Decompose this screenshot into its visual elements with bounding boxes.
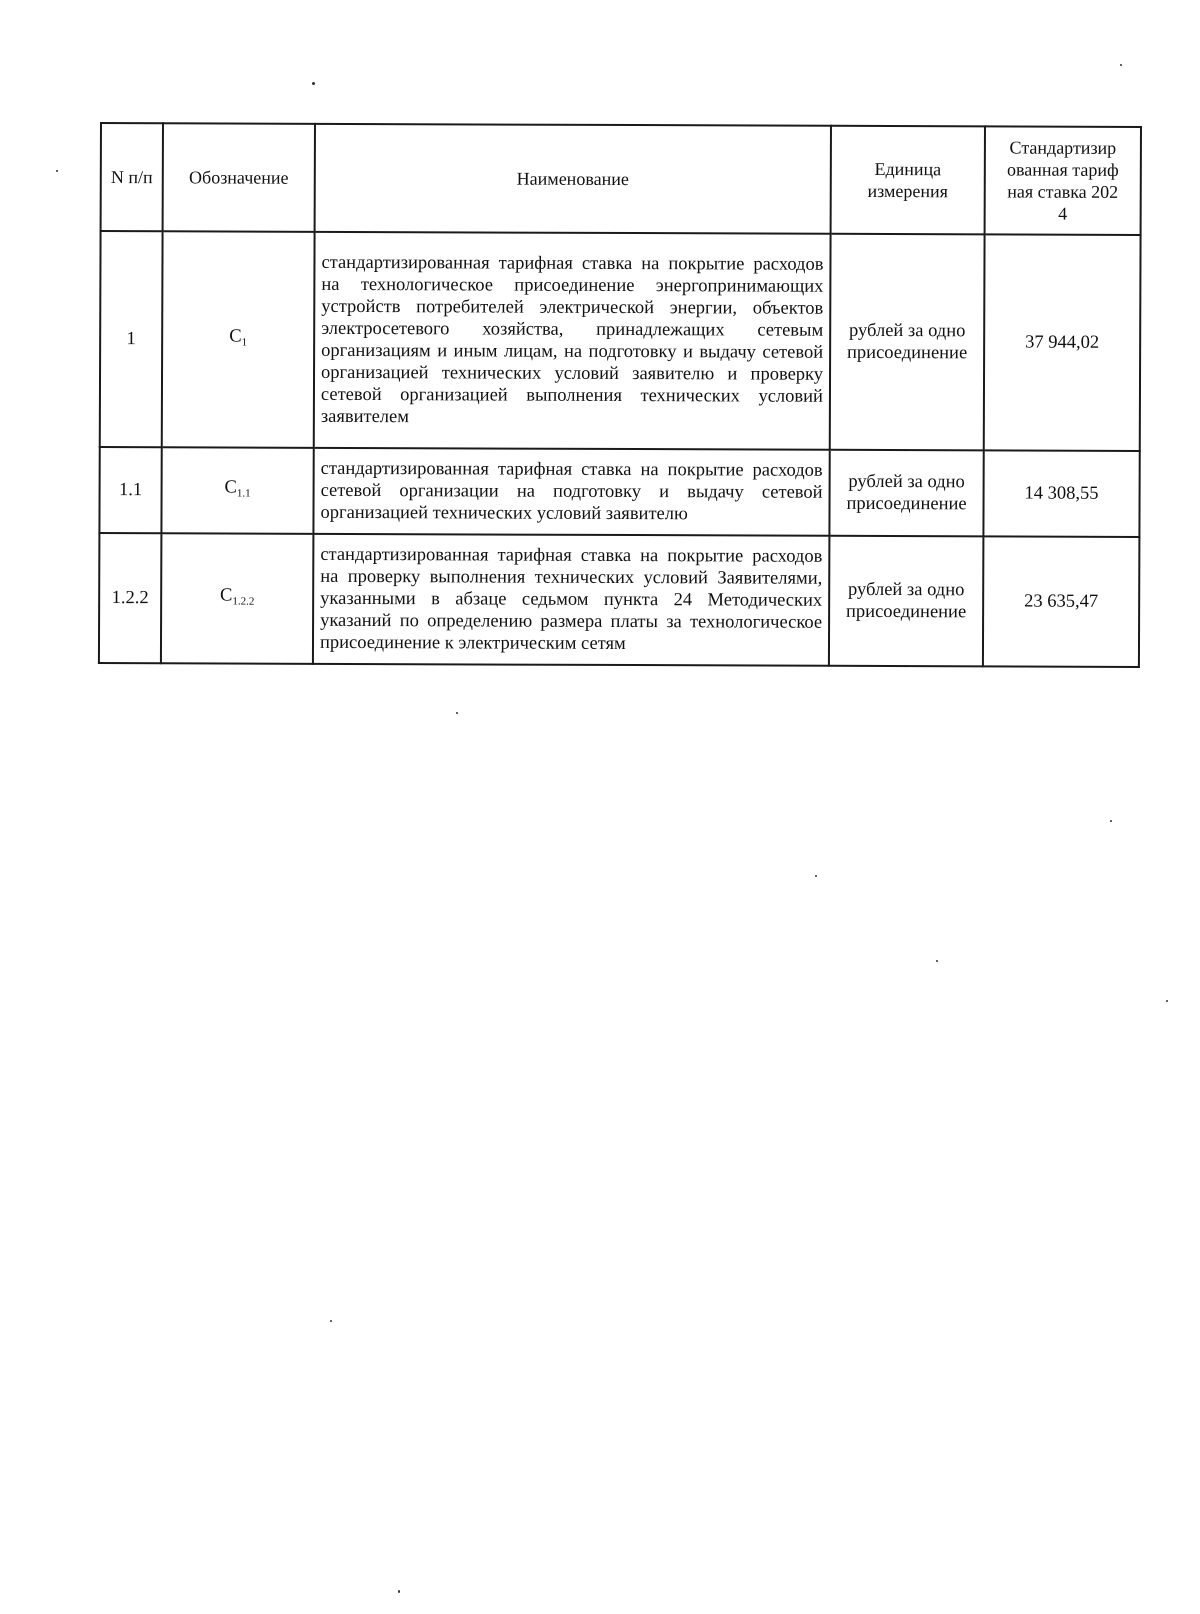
row-designation (162, 231, 315, 448)
scan-speck (1166, 1000, 1168, 1002)
row-name: стандартизированная тарифная ставка на покрытие расходов на проверку выполнения технических условий Заявителями, указанными в абзаце седьмом пункта 24 Методических указаний по определению размера платы за технологическое присоединение к электрическим сетям (313, 534, 829, 666)
scan-speck (330, 1320, 332, 1322)
designation-subscript: 1 (241, 336, 248, 349)
row-unit: рублей за одно присоединение (830, 234, 985, 451)
scan-speck (936, 960, 938, 962)
row-number: 1.2.2 (99, 533, 161, 663)
header-unit (831, 126, 985, 235)
header-name: Наименование (315, 124, 831, 234)
row-rate: 23 635,47 (983, 536, 1139, 667)
designation-subscript: 1.2.2 (232, 595, 255, 608)
header-num: N п/п (101, 123, 163, 231)
table-header-row (101, 123, 1141, 235)
row-number: 1 (100, 231, 163, 447)
header-designation: Обозначение (163, 123, 315, 232)
row-name: стандартизированная тарифная ставка на покрытие расходов на технологическое присоединение энергопринимающих устройств потребителей электрической энергии, объектов электросетевого хозяйства, принадлежащих сетевым организациям и иным лицам, на подготовку и выдачу сетевой организацией технических условий заявителю и проверку сетевой организацией выполнения технических условий заявителем (314, 232, 831, 450)
row-number: 1.1 (99, 447, 161, 533)
header-unit-label: Единица измерения (867, 158, 948, 202)
table-row (99, 533, 1139, 667)
scan-speck (56, 170, 58, 172)
designation-base: C (224, 477, 237, 498)
table-row (100, 231, 1141, 451)
scan-speck (815, 875, 817, 877)
tariff-table (98, 122, 1142, 668)
row-name: стандартизированная тарифная ставка на покрытие расходов сетевой организации на подготовку и выдачу сетевой организацией технических условий заявителю (313, 448, 829, 536)
row-unit: рублей за одно присоединение (829, 536, 983, 667)
row-rate: 14 308,55 (983, 450, 1139, 537)
scan-speck (456, 712, 458, 714)
scan-speck (312, 82, 315, 85)
row-designation (161, 447, 313, 534)
designation-subscript: 1.1 (236, 487, 251, 500)
scan-speck (1120, 64, 1122, 66)
designation-base: C (219, 585, 233, 606)
header-rate (985, 126, 1141, 235)
designation-base: C (229, 326, 242, 347)
scan-speck (1110, 820, 1112, 822)
row-unit: рублей за одно присоединение (829, 450, 983, 537)
header-rate-label: Стандартизированная тарифная ставка 2024 (1006, 137, 1119, 224)
row-designation (161, 533, 313, 664)
table-row (99, 447, 1139, 537)
scan-speck (398, 1590, 400, 1593)
row-rate: 37 944,02 (984, 234, 1141, 451)
